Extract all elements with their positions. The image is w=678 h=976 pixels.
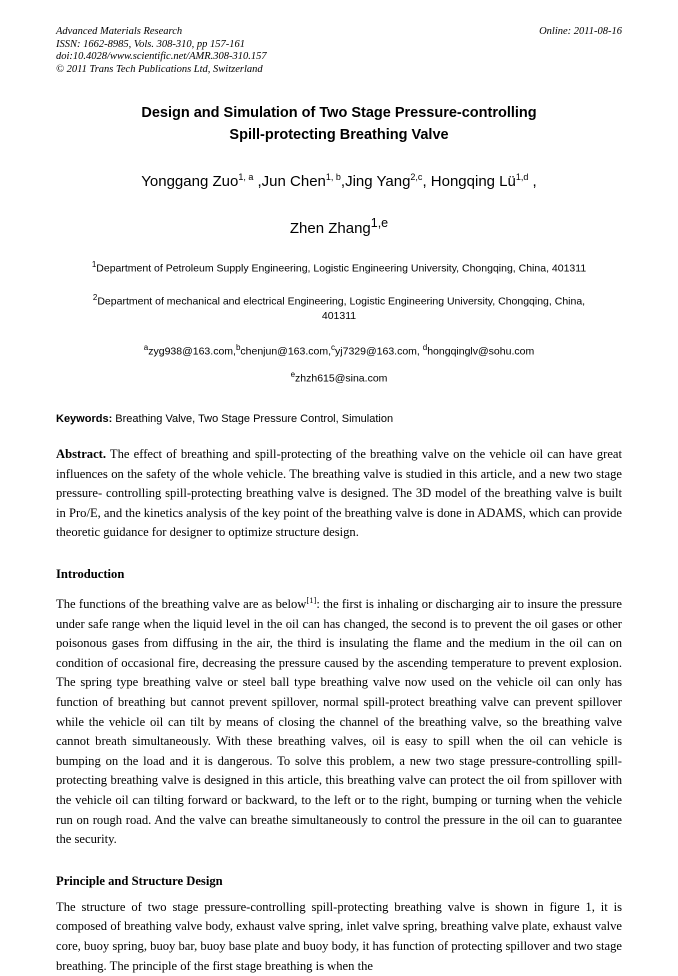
introduction-paragraph: The functions of the breathing valve are as below[1]: the first is inhaling or discharging air to insure the pressure under safe range when the liquid level in the oil can has changed, the second is to prevent the oil gases or other poisonous gases from diffusing in the air, the third is insulating the flame and the medium in the oil can on condition of occasional fire, decreasing the pressure caused by the ascending temperature to prevent explosion. The spring type breathing valve or steel ball type breathing valve now used on the vehicle oil can only has function of breathing but cannot prevent spillover, normal spill-protect breathing valve can prevent spillover while the vehicle oil can tilt by means of closing the channel of the breathing valve, so the breathing valve cannot breath simultaneously. With these breathing valves, oil is easy to spill when the oil can vehicle is bumping on the load and it is dangerous. To solve this problem, a new two stage pressure-controlling spill-protecting breathing valve is designed in this article, this breathing valve can protect the oil from spillover with the vehicle oil can tilting forward or backward, to the left or to the right, bumping or turning when the vehicle run on rough road. And the valve can breathe simultaneously to control the pressure in the oil can to guarantee the security.: [56, 594, 622, 847]
header-journal-info: [56, 26, 267, 76]
email-a[interactable]: zyg938@163.com,: [148, 345, 236, 358]
header-online-date: [539, 26, 622, 39]
author-1-affil-marker: 1, a: [238, 172, 254, 183]
author-5-affil-marker: 1,e: [370, 216, 389, 231]
author-3-affil-marker: 2,c: [410, 172, 423, 183]
email-e[interactable]: zhzh615@sina.com: [295, 372, 388, 385]
email-marker-c: c: [331, 343, 336, 353]
author-list: [56, 166, 622, 193]
journal-copyright: © 2011 Trans Tech Publications Ltd, Switzerland: [56, 63, 263, 75]
title-line-1: Design and Simulation of Two Stage Pressure-controlling: [141, 105, 537, 122]
email-marker-e: e: [290, 369, 296, 379]
email-marker-a: a: [143, 343, 149, 353]
principle-structure-paragraph: The structure of two stage pressure-controlling spill-protecting breathing valve is shown in figure 1, it is composed of breathing valve body, exhaust valve spring, inlet valve spring, breathing valve plate, exhaust valve core, buoy spring, buoy bar, buoy base plate and buoy body, it has function of protecting spillover and two stage breathing. The principle of the first stage breathing is when the: [56, 899, 622, 973]
author-1: Yonggang Zuo$^{1, a}$ ,: [141, 172, 262, 191]
affiliation-1-marker: 1: [91, 260, 97, 270]
email-list: [56, 340, 622, 386]
abstract-text: The effect of breathing and spill-protecting of the breathing valve on the vehicle oil can have great influences on the safety of the whole vehicle. The breathing valve is studied in this article, and a new two stage pressure- controlling spill-protecting breathing valve is designed. The 3D model of the breathing valve is built in Pro/E, and the kinetics analysis of the key point of the breathing valve is done in ADAMS, which can provide theoretic guidance for designer to optimize structure design.: [56, 447, 622, 540]
keywords-label: Keywords:: [56, 413, 113, 426]
author-5: Zhen Zhang$^{1,e}$: [289, 216, 389, 238]
journal-issn-volume: ISSN: 1662-8985, Vols. 308-310, pp 157-161: [56, 38, 245, 50]
author-2-affil-marker: 1, b: [325, 172, 341, 183]
page-title: [56, 102, 622, 146]
email-marker-d: d: [422, 343, 428, 353]
abstract-label: Abstract.: [56, 447, 107, 462]
section-heading-introduction: Introduction: [56, 566, 125, 581]
email-marker-b: b: [235, 343, 241, 353]
author-4-affil-marker: 1,d: [515, 172, 529, 183]
journal-name: Advanced Materials Research: [56, 26, 183, 37]
email-line-2: [56, 367, 622, 387]
keywords-value: Breathing Valve, Two Stage Pressure Control, Simulation: [112, 413, 394, 426]
author-2: Jun Chen$^{1, b}$,: [261, 172, 346, 191]
title-line-2: Spill-protecting Breathing Valve: [229, 127, 449, 144]
abstract-paragraph: [56, 445, 622, 543]
citation-ref-1[interactable]: [1]: [306, 594, 317, 605]
author-3: Jing Yang$^{2,c}$,: [345, 172, 431, 191]
journal-doi: doi:10.4028/www.scientific.net/AMR.308-310.157: [56, 51, 267, 63]
email-c[interactable]: yj7329@163.com,: [335, 345, 423, 358]
affiliation-2-marker: 2: [92, 292, 98, 302]
affiliation-1: $^1$Department of Petroleum Supply Engineering, Logistic Engineering University, Chongqing, China, 401311: [91, 260, 587, 275]
author-4: Hongqing Lü$^{1,d}$ ,: [430, 172, 537, 191]
online-date: Online: 2011-08-16: [539, 26, 622, 37]
section-heading-principle-structure: Principle and Structure Design: [56, 873, 223, 888]
affiliation-2: $^2$Department of mechanical and electrical Engineering, Logistic Engineering University, Chongqing, China, 401311: [92, 292, 586, 323]
email-line-1: [56, 340, 622, 360]
email-d[interactable]: hongqinglv@sohu.com: [427, 345, 535, 358]
email-b[interactable]: chenjun@163.com,: [240, 345, 332, 358]
page-header: [56, 26, 622, 76]
keywords-line: [56, 412, 622, 427]
